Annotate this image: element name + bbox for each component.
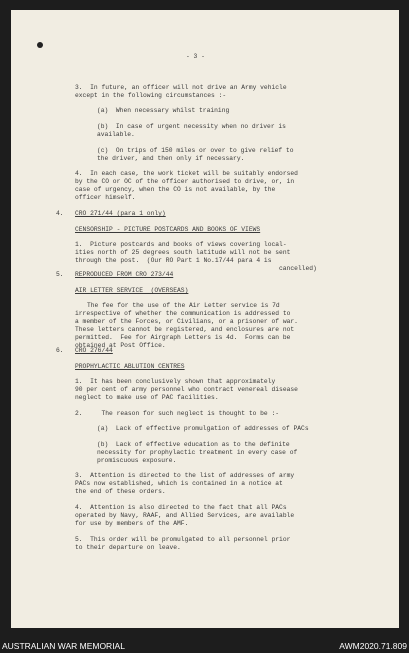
- para-3-item-b: (b) In case of urgent necessity when no driver is: [97, 123, 286, 130]
- item-6-line: the end of these orders.: [75, 488, 166, 495]
- item-6-line: 5. This order will be promulgated to all personnel prior: [75, 536, 291, 543]
- item-4-line: through the post. (Our RO Part 1 No.17/44 para 4 is: [75, 257, 272, 264]
- para-3-item-c: (c) On trips of 150 miles or over to give relief to: [97, 147, 294, 154]
- item-6-line: to their departure on leave.: [75, 544, 181, 551]
- item-5-number: 5.: [56, 271, 64, 278]
- item-6-line: for use by members of the AMF.: [75, 520, 189, 527]
- para-3-item-c: the driver, and then only if necessary.: [97, 155, 245, 162]
- item-6-number: 6.: [56, 347, 64, 354]
- item-5-line: obtained at Post Office.: [75, 342, 166, 349]
- para-4-line: 4. In each case, the work ticket will be suitably endorsed: [75, 170, 298, 177]
- item-5-line: These letters cannot be registered, and enclosures are not: [75, 326, 295, 333]
- item-6-item-b: necessity for prophylactic treatment in every case of: [97, 449, 298, 456]
- item-5-line: permitted. Fee for Airgraph Letters is 4d. Forms can be: [75, 334, 291, 341]
- item-4-line: ities north of 25 degrees south latitude will not be sent: [75, 249, 291, 256]
- item-4-line: 1. Picture postcards and books of views covering local-: [75, 241, 287, 248]
- para-3-item-b: available.: [97, 131, 135, 138]
- item-6-reference: CRO 276/44: [75, 347, 113, 354]
- item-4-line: cancelled): [279, 265, 317, 272]
- para-4-line: officer himself.: [75, 194, 136, 201]
- item-4-reference: CRO 271/44 (para 1 only): [75, 210, 166, 217]
- item-5-line: a member of the Forces, or Civilians, or a prisoner of war.: [75, 318, 298, 325]
- item-5-heading: AIR LETTER SERVICE (OVERSEAS): [75, 287, 189, 294]
- item-6-item-b: (b) Lack of effective education as to the definite: [97, 441, 290, 448]
- footer-institution: AUSTRALIAN WAR MEMORIAL: [2, 641, 125, 651]
- para-4-line: case of urgency, when the CO is not available, by the: [75, 186, 276, 193]
- item-6-line: 4. Attention is also directed to the fact that all PACs: [75, 504, 287, 511]
- para-3-line: except in the following circumstances :-: [75, 92, 227, 99]
- para-4-line: by the CO or OC of the officer authorised to drive, or, in: [75, 178, 295, 185]
- archive-footer: [0, 630, 409, 653]
- item-6-line: 3. Attention is directed to the list of addresses of army: [75, 472, 295, 479]
- item-5-line: The fee for the use of the Air Letter service is 7d: [87, 302, 280, 309]
- para-3-line: 3. In future, an officer will not drive an Army vehicle: [75, 84, 287, 91]
- item-6-line: 1. It has been conclusively shown that approximately: [75, 378, 276, 385]
- item-6-heading: PROPHYLACTIC ABLUTION CENTRES: [75, 363, 185, 370]
- page-number: - 3 -: [186, 53, 205, 60]
- item-6-line: PACs now established, which is contained in a notice at: [75, 480, 283, 487]
- item-6-line: 90 per cent of army personnel who contract venereal disease: [75, 386, 298, 393]
- item-4-heading: CENSORSHIP - PICTURE POSTCARDS AND BOOKS OF VIEWS: [75, 226, 261, 233]
- item-6-line: neglect to make use of PAC facilities.: [75, 394, 219, 401]
- document-page: [11, 10, 399, 628]
- typed-content: [11, 10, 399, 628]
- item-6-item-a: (a) Lack of effective promulgation of addresses of PACs: [97, 425, 309, 432]
- item-6-line: operated by Navy, RAAF, and Allied Services, are available: [75, 512, 295, 519]
- item-5-line: irrespective of whether the communication is addressed to: [75, 310, 291, 317]
- para-3-item-a: (a) When necessary whilst training: [97, 107, 230, 114]
- item-6-line: 2. The reason for such neglect is thought to be :-: [75, 410, 280, 417]
- item-5-reference: REPRODUCED FROM CRO 273/44: [75, 271, 174, 278]
- item-6-item-b: promiscuous exposure.: [97, 457, 177, 464]
- footer-accession-number: AWM2020.71.809: [339, 641, 407, 651]
- item-4-number: 4.: [56, 210, 64, 217]
